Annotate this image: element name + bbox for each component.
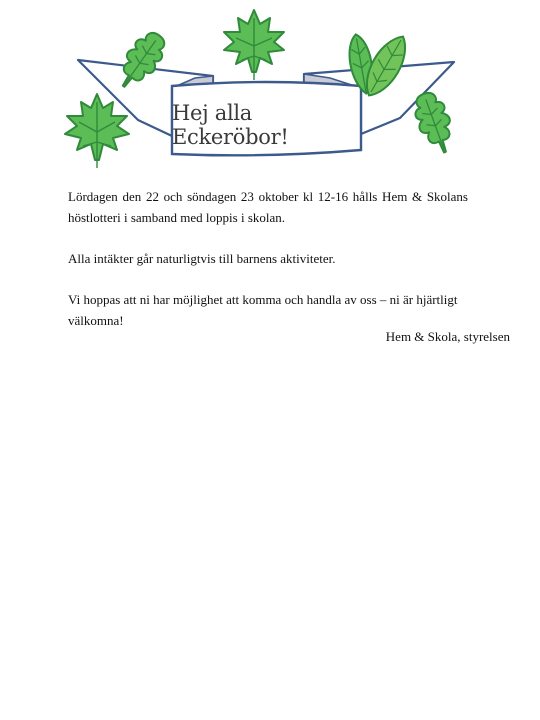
maple-leaf-top-center-icon bbox=[224, 10, 284, 80]
oak-leaf-right-icon bbox=[409, 88, 460, 157]
letter-body bbox=[68, 186, 468, 351]
paragraph-proceeds: Alla intäkter går naturligtvis till barnens aktiviteter. bbox=[68, 251, 336, 266]
banner-illustration bbox=[0, 0, 540, 180]
maple-leaf-left-icon bbox=[65, 94, 129, 168]
banner-title: Hej alla Eckeröbor! bbox=[172, 101, 289, 149]
signature: Hem & Skola, styrelsen bbox=[385, 329, 510, 344]
paragraph-welcome: Vi hoppas att ni har möjlighet att komma och handla av oss – ni är hjärtligt välkomna! bbox=[68, 292, 458, 328]
paragraph-event-info: Lördagen den 22 och söndagen 23 oktober kl 12-16 hålls Hem & Skolans höstlotteri i samband med loppis i skolan. bbox=[68, 189, 468, 225]
